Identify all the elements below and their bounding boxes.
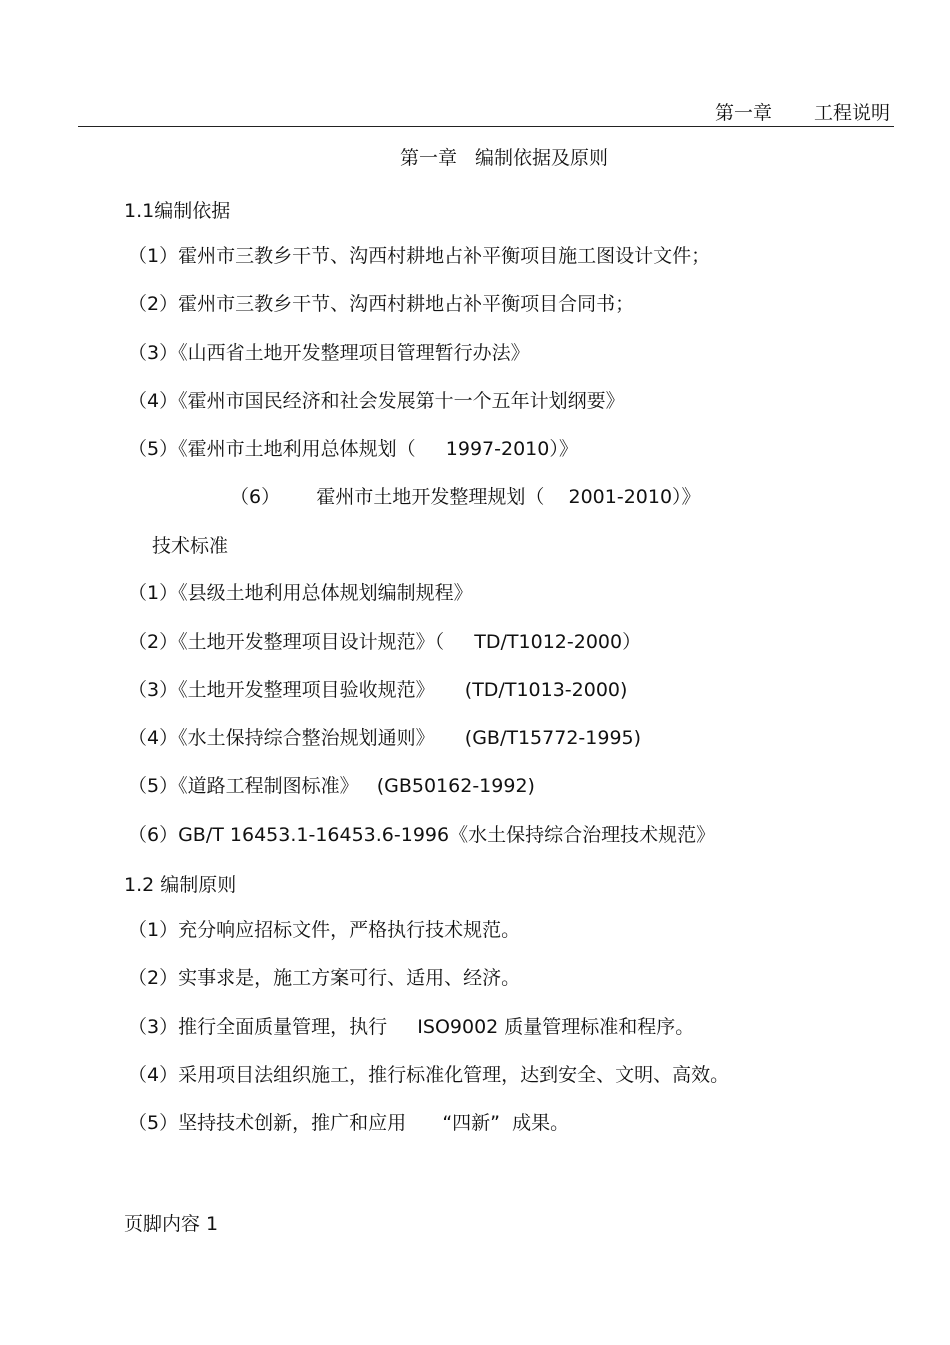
principles-item: （1）充分响应招标文件，严格执行技术规范。	[128, 919, 521, 941]
principles-item: （4）采用项目法组织施工，推行标准化管理，达到安全、文明、高效。	[128, 1064, 730, 1086]
standards-item: （6）GB/T 16453.1-16453.6-1996《水土保持综合治理技术规范》	[128, 824, 716, 846]
standards-item: （4）《水土保持综合整治规划通则》 (GB/T15772-1995)	[128, 727, 642, 749]
standards-heading: 技术标准	[152, 535, 229, 557]
basis-heading: 1.1编制依据	[124, 200, 231, 222]
principles-item: （3）推行全面质量管理，执行 ISO9002 质量管理标准和程序。	[128, 1016, 695, 1038]
standards-item: （2）《土地开发整理项目设计规范》（ TD/T1012-2000）	[128, 631, 642, 653]
principles-heading: 1.2 编制原则	[124, 874, 237, 896]
standards-item: （5）《道路工程制图标准》 (GB50162-1992)	[128, 775, 535, 797]
principles-item: （2）实事求是，施工方案可行、适用、经济。	[128, 967, 521, 989]
principles-item: （5）坚持技术创新，推广和应用 “四新” 成果。	[128, 1112, 570, 1134]
standards-item: （3）《土地开发整理项目验收规范》 (TD/T1013-2000)	[128, 679, 628, 701]
chapter-title: 第一章 编制依据及原则	[399, 147, 609, 169]
basis-item: （5）《霍州市土地利用总体规划（ 1997-2010）》	[128, 438, 578, 460]
basis-item: （4）《霍州市国民经济和社会发展第十一个五年计划纲要》	[128, 390, 625, 412]
basis-item: （2）霍州市三教乡干节、沟西村耕地占补平衡项目合同书；	[128, 293, 635, 315]
basis-item: （3）《山西省土地开发整理项目管理暂行办法》	[128, 342, 530, 364]
header-divider	[78, 126, 894, 127]
basis-item: （1）霍州市三教乡干节、沟西村耕地占补平衡项目施工图设计文件；	[128, 245, 711, 267]
page-header	[715, 98, 890, 125]
standards-item: （1）《县级土地利用总体规划编制规程》	[128, 582, 473, 604]
header-chapter: 第一章	[714, 102, 772, 124]
page-footer: 页脚内容 1	[124, 1213, 219, 1235]
basis-item: （6） 霍州市土地开发整理规划（ 2001-2010）》	[230, 486, 701, 508]
header-section: 工程说明	[813, 102, 890, 124]
